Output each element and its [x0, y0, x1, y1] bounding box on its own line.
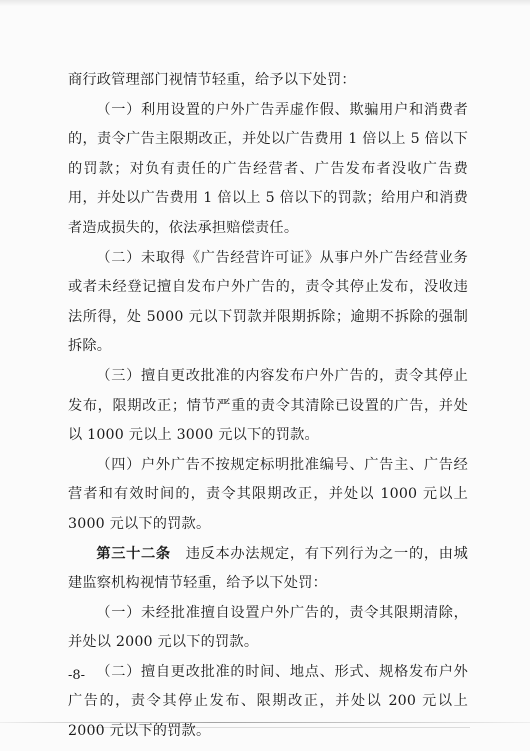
- paragraph-item-4: （四）户外广告不按规定标明批准编号、广告主、广告经营者和有效时间的，责令其限期改正，并处以 1000 元以上 3000 元以下的罚款。: [68, 456, 468, 532]
- paragraph-item-3: （三）擅自更改批准的内容发布户外广告的，责令其停止发布，限期改正；情节严重的责令其清除已设置的广告，并处以 1000 元以上 3000 元以下的罚款。: [68, 367, 468, 444]
- scan-line: [0, 722, 530, 723]
- document-body: [68, 66, 468, 747]
- paragraph-continuation: 商行政管理部门视情节轻重，给予以下处罚：: [68, 72, 356, 88]
- paragraph-item-1: （一）利用设置的户外广告弄虚作假、欺骗用户和消费者的，责令广告主限期改正，并处以广告费用 1 倍以上 5 倍以下的罚款；对负有责任的广告经营者、广告发布者没收广告费用，并处以广告费用 1 倍以上 5 倍以下的罚款；给用户和消费者造成损失的，依法承担赔偿责任。: [68, 101, 468, 236]
- page-top-edge: [0, 0, 530, 6]
- article-item-1: （一）未经批准擅自设置户外广告的，责令其限期清除，并处以 2000 元以下的罚款。: [68, 604, 468, 651]
- page-number: -8-: [68, 668, 86, 683]
- article-paragraph: [68, 540, 468, 599]
- scan-line-faint: [90, 727, 470, 728]
- article-item-2: （二）擅自更改批准的时间、地点、形式、规格发布户外广告的，责令其停止发布、限期改正，并处以 200 元以上 2000 元以下的罚款。: [68, 663, 468, 740]
- article-intro: 违反本办法规定，有下列行为之一的，由城建监察机构视情节轻重，给予以下处罚：: [68, 545, 468, 592]
- article-title: 第三十二条: [96, 545, 171, 562]
- paragraph-item-2: （二）未取得《广告经营许可证》从事户外广告经营业务或者未经登记擅自发布户外广告的，责令其停止发布，没收违法所得，处 5000 元以下罚款并限期拆除；逾期不拆除的强制拆除。: [68, 249, 468, 355]
